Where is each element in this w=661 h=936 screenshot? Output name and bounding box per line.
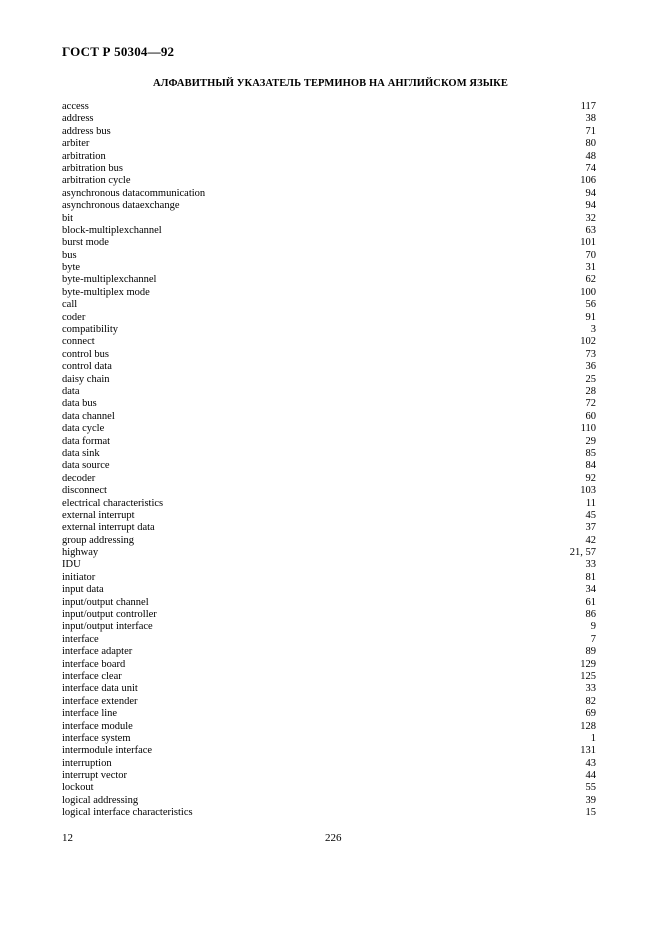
index-term: compatibility [62, 324, 118, 336]
index-term: intermodule interface [62, 745, 153, 757]
index-page-reference: 36 [585, 361, 596, 373]
index-entry [62, 708, 596, 720]
index-term: input/output interface [62, 621, 153, 633]
document-code-header: ГОСТ Р 50304—92 [62, 44, 175, 59]
index-page-reference: 38 [585, 113, 596, 125]
index-term: input/output channel [62, 596, 149, 608]
index-entry [62, 782, 596, 794]
index-entry [62, 138, 596, 150]
index-entry [62, 299, 596, 311]
index-entry [62, 126, 596, 138]
index-entry [62, 262, 596, 274]
index-page-reference: 45 [585, 509, 596, 521]
index-term: external interrupt [62, 509, 135, 521]
index-entry [62, 621, 596, 633]
index-entry [62, 349, 596, 361]
index-term: interface board [62, 658, 126, 670]
page-number-left: 12 [62, 832, 73, 844]
index-term: electrical characteristics [62, 497, 164, 509]
index-page-reference: 101 [580, 237, 596, 249]
index-entry [62, 609, 596, 621]
page-number-center: 226 [325, 832, 342, 844]
index-term: bus [62, 249, 77, 261]
index-page-reference: 60 [585, 410, 596, 422]
index-page-reference: 55 [585, 782, 596, 794]
index-page-reference: 91 [585, 311, 596, 323]
index-term: data [62, 385, 80, 397]
index-term: address bus [62, 125, 111, 137]
index-term: burst mode [62, 237, 109, 249]
index-entry [62, 436, 596, 448]
index-entry [62, 386, 596, 398]
index-term: data format [62, 435, 111, 447]
index-entry [62, 213, 596, 225]
index-term: interrupt vector [62, 770, 128, 782]
index-entry [62, 200, 596, 212]
index-entry [62, 287, 596, 299]
index-entry [62, 696, 596, 708]
index-page-reference: 84 [585, 460, 596, 472]
index-term: interruption [62, 757, 112, 769]
index-entry [62, 324, 596, 336]
index-term: initiator [62, 571, 96, 583]
index-page-reference: 81 [585, 571, 596, 583]
index-page-reference: 37 [585, 522, 596, 534]
index-entry [62, 398, 596, 410]
index-page-reference: 3 [590, 324, 596, 336]
index-page-reference: 25 [585, 373, 596, 385]
index-page-reference: 128 [580, 720, 596, 732]
index-term: logical interface characteristics [62, 807, 193, 819]
index-term: interface extender [62, 695, 138, 707]
index-page-reference: 74 [585, 162, 596, 174]
index-entry [62, 535, 596, 547]
index-entry [62, 175, 596, 187]
index-page-reference: 15 [585, 807, 596, 819]
index-page-reference: 94 [585, 187, 596, 199]
index-page-reference: 106 [580, 175, 596, 187]
index-page-reference: 63 [585, 224, 596, 236]
index-entry [62, 795, 596, 807]
index-term: asynchronous dataexchange [62, 200, 180, 212]
index-page-reference: 71 [585, 125, 596, 137]
index-entry [62, 659, 596, 671]
index-page-reference: 80 [585, 138, 596, 150]
index-entry [62, 113, 596, 125]
index-page-reference: 100 [580, 286, 596, 298]
index-entry [62, 101, 596, 113]
index-entry [62, 758, 596, 770]
index-page-reference: 61 [585, 596, 596, 608]
index-page-reference: 89 [585, 646, 596, 658]
index-page-reference: 43 [585, 757, 596, 769]
index-page-reference: 39 [585, 794, 596, 806]
index-term: control bus [62, 348, 109, 360]
index-term: access [62, 101, 89, 112]
index-term: block-multiplexchannel [62, 224, 162, 236]
index-page-reference: 56 [585, 299, 596, 311]
index-term: lockout [62, 782, 94, 794]
index-entry [62, 336, 596, 348]
index-term: daisy chain [62, 373, 110, 385]
index-entry [62, 559, 596, 571]
index-entry [62, 745, 596, 757]
index-term: coder [62, 311, 86, 323]
index-entry [62, 361, 596, 373]
index-entry [62, 522, 596, 534]
index-page-reference: 11 [585, 497, 596, 509]
index-entry [62, 312, 596, 324]
index-term: disconnect [62, 485, 107, 497]
index-term: decoder [62, 472, 96, 484]
index-page-reference: 73 [585, 348, 596, 360]
index-entry [62, 498, 596, 510]
index-term: interface system [62, 732, 131, 744]
index-page-reference: 31 [585, 262, 596, 274]
index-page-reference: 103 [580, 485, 596, 497]
index-page-reference: 33 [585, 559, 596, 571]
index-term: data cycle [62, 423, 105, 435]
index-page-reference: 62 [585, 274, 596, 286]
index-term: data channel [62, 410, 115, 422]
term-index-list [62, 101, 596, 820]
index-page-reference: 72 [585, 398, 596, 410]
index-entry [62, 683, 596, 695]
index-term: group addressing [62, 534, 135, 546]
index-term: external interrupt data [62, 522, 155, 534]
index-page-reference: 33 [585, 683, 596, 695]
index-term: arbitration bus [62, 162, 123, 174]
index-entry [62, 721, 596, 733]
index-term: address [62, 113, 94, 125]
index-page-reference: 7 [590, 633, 596, 645]
index-term: asynchronous datacommunication [62, 187, 206, 199]
index-entry [62, 485, 596, 497]
index-entry [62, 188, 596, 200]
index-term: input data [62, 584, 104, 596]
index-term: data bus [62, 398, 97, 410]
index-page-reference: 9 [590, 621, 596, 633]
index-term: byte-multiplexchannel [62, 274, 157, 286]
index-term: call [62, 299, 78, 311]
index-term: data sink [62, 447, 100, 459]
index-term: arbiter [62, 138, 90, 150]
index-entry [62, 584, 596, 596]
index-term: input/output controller [62, 609, 157, 621]
index-page-reference: 131 [580, 745, 596, 757]
index-term: logical addressing [62, 794, 139, 806]
index-page-reference: 28 [585, 385, 596, 397]
index-entry [62, 510, 596, 522]
index-entry [62, 448, 596, 460]
index-entry [62, 460, 596, 472]
index-entry [62, 473, 596, 485]
index-page-reference: 29 [585, 435, 596, 447]
index-page-reference: 34 [585, 584, 596, 596]
index-entry [62, 411, 596, 423]
section-title: АЛФАВИТНЫЙ УКАЗАТЕЛЬ ТЕРМИНОВ НА АНГЛИЙСКОМ ЯЗЫКЕ [153, 78, 508, 89]
index-entry [62, 733, 596, 745]
index-entry [62, 671, 596, 683]
index-term: byte [62, 262, 81, 274]
index-entry [62, 646, 596, 658]
index-entry [62, 237, 596, 249]
index-page-reference: 32 [585, 212, 596, 224]
index-entry [62, 572, 596, 584]
index-entry [62, 634, 596, 646]
index-entry [62, 225, 596, 237]
index-page-reference: 85 [585, 447, 596, 459]
index-page-reference: 86 [585, 609, 596, 621]
index-term: interface clear [62, 670, 122, 682]
index-page-reference: 69 [585, 708, 596, 720]
index-entry [62, 274, 596, 286]
index-term: connect [62, 336, 95, 348]
index-page-reference: 82 [585, 695, 596, 707]
index-term: highway [62, 547, 99, 559]
index-page-reference: 94 [585, 200, 596, 212]
index-entry [62, 423, 596, 435]
index-term: data source [62, 460, 110, 472]
index-page-reference: 117 [580, 101, 596, 112]
index-term: IDU [62, 559, 81, 571]
index-term: arbitration [62, 150, 106, 162]
index-page-reference: 70 [585, 249, 596, 261]
index-term: arbitration cycle [62, 175, 131, 187]
index-entry [62, 163, 596, 175]
index-entry [62, 374, 596, 386]
index-page-reference: 1 [590, 732, 596, 744]
index-entry [62, 770, 596, 782]
index-term: interface module [62, 720, 133, 732]
index-page-reference: 42 [585, 534, 596, 546]
index-page-reference: 129 [580, 658, 596, 670]
index-page-reference: 21, 57 [569, 547, 596, 559]
index-page-reference: 92 [585, 472, 596, 484]
index-page-reference: 125 [580, 670, 596, 682]
index-entry [62, 250, 596, 262]
index-term: interface adapter [62, 646, 133, 658]
index-term: interface line [62, 708, 118, 720]
index-term: interface [62, 633, 99, 645]
index-entry [62, 597, 596, 609]
index-page-reference: 110 [580, 423, 596, 435]
index-entry [62, 807, 596, 819]
index-term: interface data unit [62, 683, 138, 695]
index-entry [62, 151, 596, 163]
index-term: byte-multiplex mode [62, 286, 150, 298]
index-page-reference: 102 [580, 336, 596, 348]
index-term: bit [62, 212, 74, 224]
index-term: control data [62, 361, 112, 373]
index-page-reference: 44 [585, 770, 596, 782]
index-page-reference: 48 [585, 150, 596, 162]
index-entry [62, 547, 596, 559]
